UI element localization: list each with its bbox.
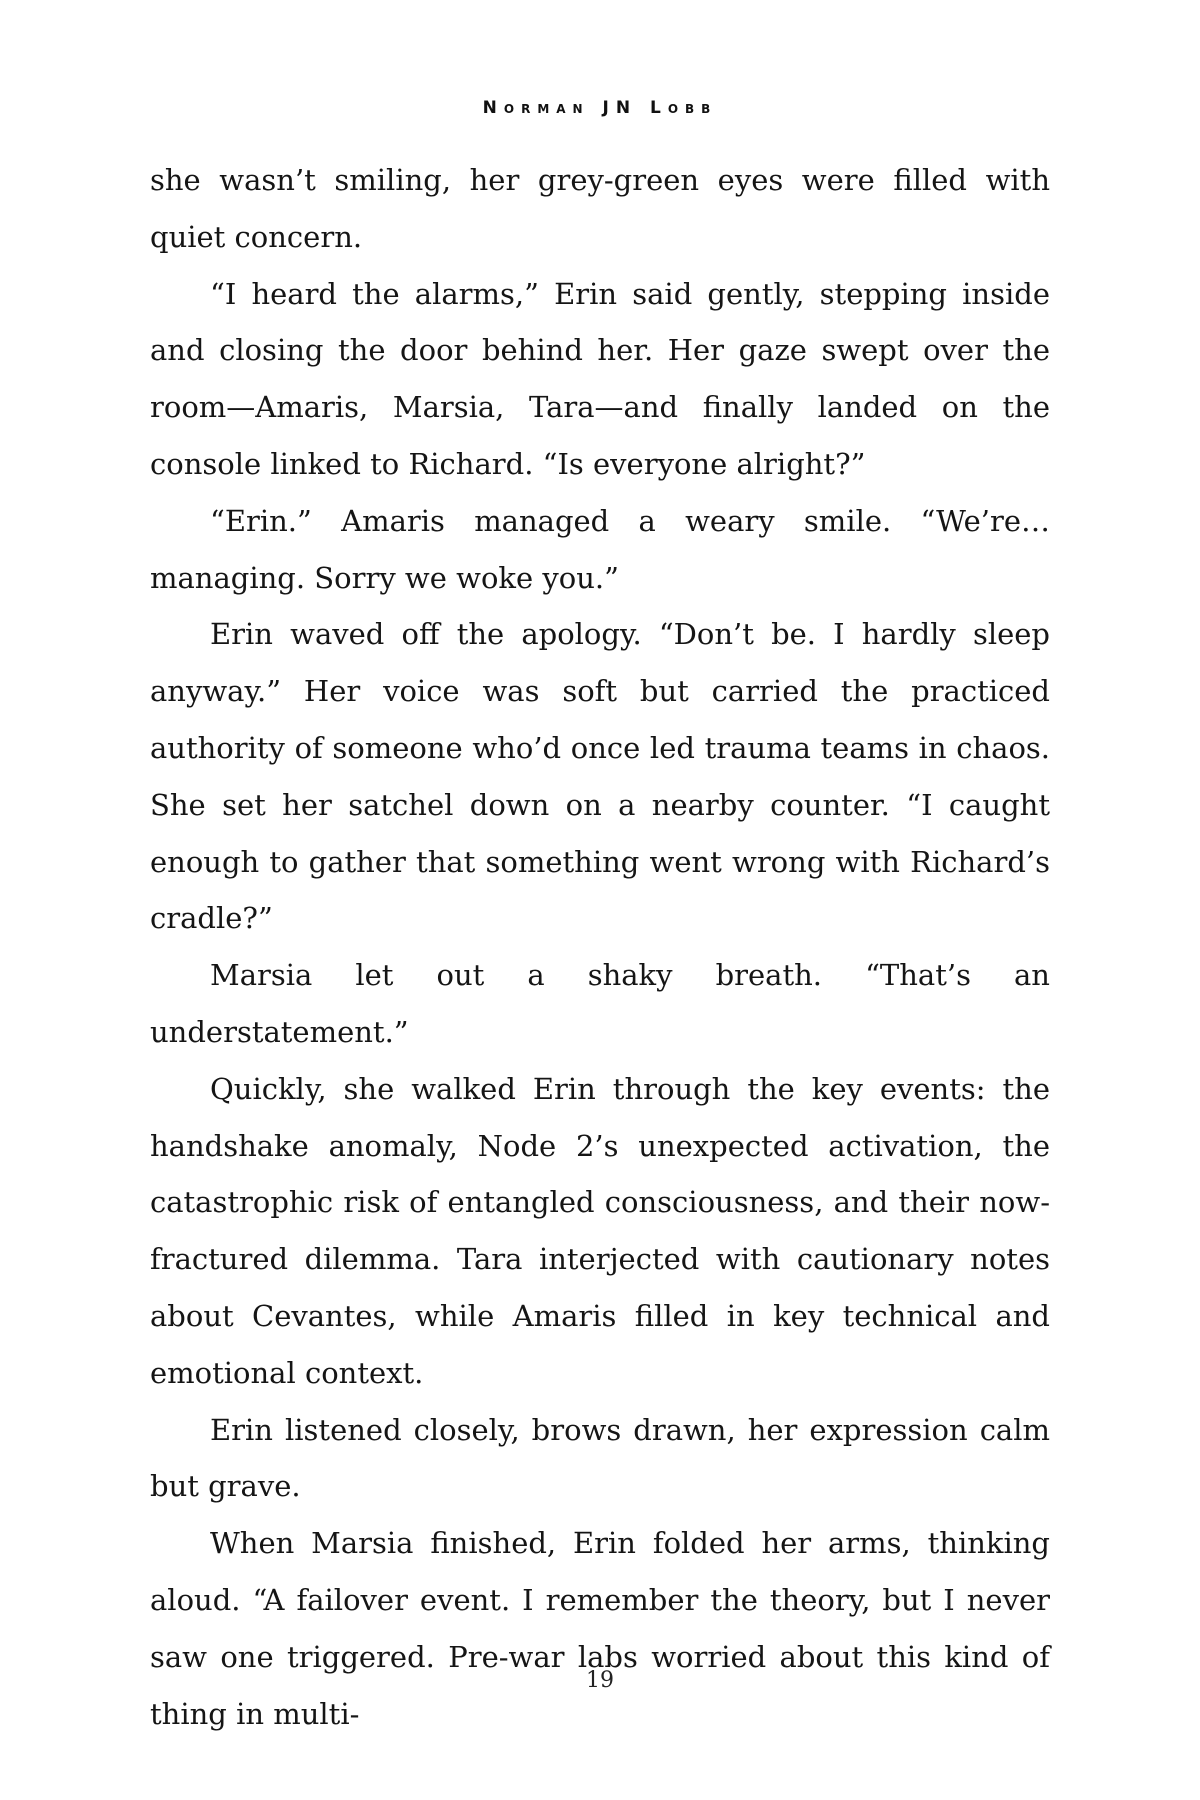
running-head-author: Norman JN Lobb [482,98,718,118]
paragraph: Erin waved off the apology. “Don’t be. I hardly sleep anyway.” Her voice was soft but carried the practiced authority of someone who’d once led trauma teams in chaos. She set her satchel down on a nearby counter. “I caught enough to gather that something went wrong with Richard’s cradle?” [150,617,1050,936]
paragraph: When Marsia finished, Erin folded her arms, thinking aloud. “A failover event. I remember the theory, but I never saw one triggered. Pre-war labs worried about this kind of thing in multi- [150,1526,1050,1731]
paragraph: Erin listened closely, brows drawn, her expression calm but grave. [150,1412,1050,1504]
paragraph: “I heard the alarms,” Erin said gently, stepping inside and closing the door behind her. Her gaze swept over the room—Amaris, Marsia, Tara—and finally landed on the console linked to Richard. “Is everyone alright?” [150,276,1050,481]
paragraph-continued: she wasn’t smiling, her grey-green eyes were filled with quiet concern. [150,163,1050,254]
paragraph: Quickly, she walked Erin through the key events: the handshake anomaly, Node 2’s unexpected activation, the catastrophic risk of entangled consciousness, and their now-fractured dilemma. Tara interjected with cautionary notes about Cevantes, while Amaris filled in key technical and emotional context. [150,1071,1050,1390]
page-number: 19 [586,1668,614,1693]
paragraph: “Erin.” Amaris managed a weary smile. “We’re… managing. Sorry we woke you.” [150,503,1050,595]
paragraph: Marsia let out a shaky breath. “That’s an understatement.” [150,958,1050,1049]
body-text [150,152,1050,1742]
